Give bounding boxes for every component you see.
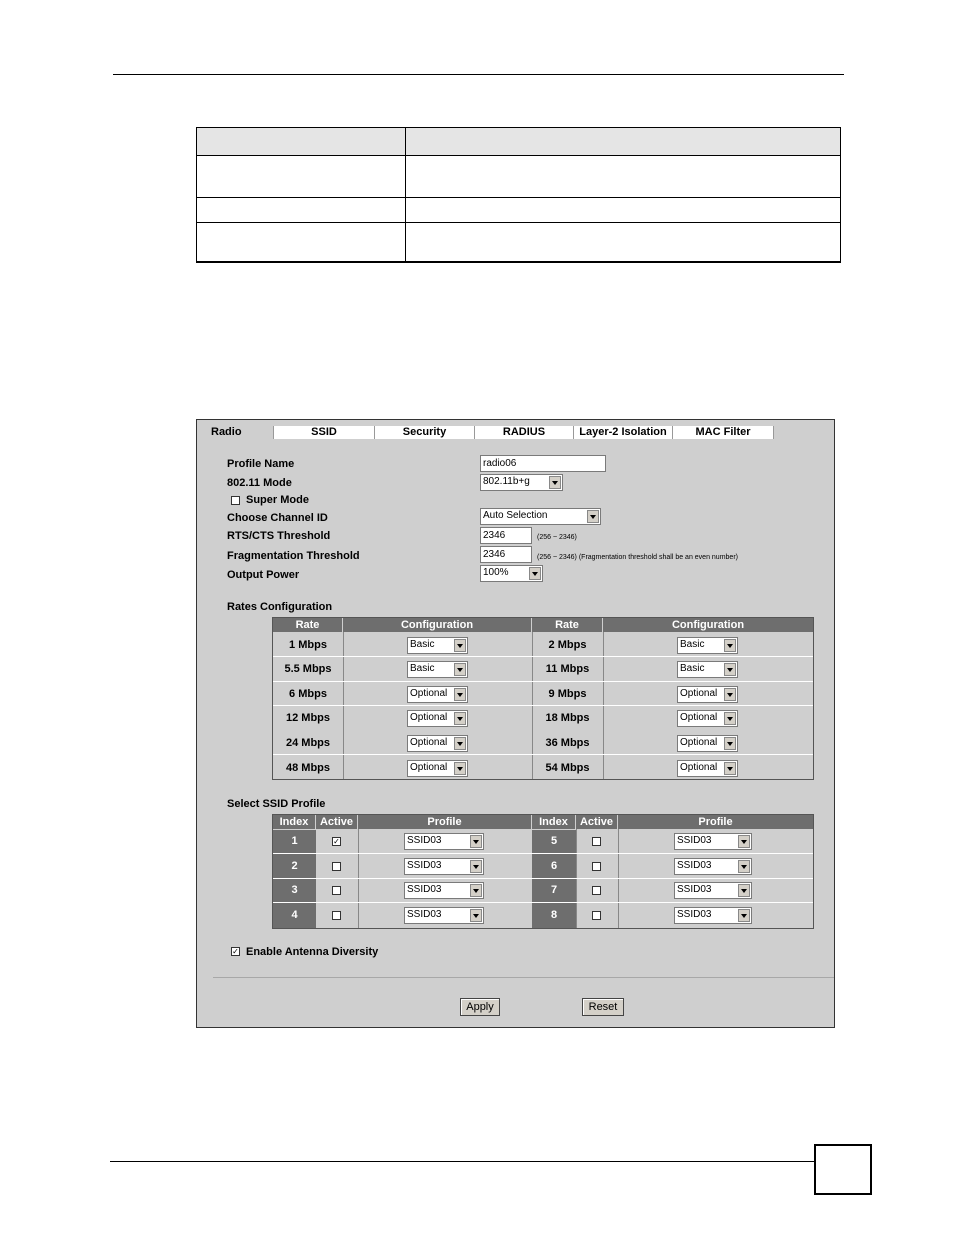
chevron-down-icon bbox=[454, 639, 466, 652]
header-rule bbox=[113, 74, 844, 75]
chevron-down-icon bbox=[529, 567, 541, 580]
profile-select[interactable]: SSID03 bbox=[674, 882, 752, 899]
tab-layer2-isolation[interactable]: Layer-2 Isolation bbox=[574, 426, 673, 439]
index-cell: 6 bbox=[532, 854, 576, 878]
channel-select[interactable]: Auto Selection bbox=[480, 508, 601, 525]
rate-header: Rate bbox=[532, 618, 603, 632]
index-cell: 5 bbox=[532, 830, 576, 853]
mode-label: 802.11 Mode bbox=[227, 477, 292, 489]
output-power-label: Output Power bbox=[227, 569, 300, 581]
active-checkbox[interactable] bbox=[332, 886, 341, 895]
chevron-down-icon bbox=[454, 762, 466, 775]
active-checkbox[interactable] bbox=[332, 862, 341, 871]
chevron-down-icon bbox=[470, 860, 482, 873]
index-cell: 4 bbox=[273, 903, 316, 928]
chevron-down-icon bbox=[454, 712, 466, 725]
rate-config-select[interactable]: Optional bbox=[677, 760, 738, 777]
profile-name-input[interactable]: radio06 bbox=[480, 455, 606, 472]
rate-config-select[interactable]: Basic bbox=[677, 661, 738, 678]
apply-button[interactable]: Apply bbox=[460, 998, 500, 1016]
channel-label: Choose Channel ID bbox=[227, 512, 328, 524]
rate-cell: 12 Mbps bbox=[285, 712, 330, 724]
index-cell: 2 bbox=[273, 854, 316, 878]
rate-cell: 6 Mbps bbox=[289, 688, 327, 700]
rate-cell: 1 Mbps bbox=[289, 639, 327, 651]
rate-cell: 9 Mbps bbox=[548, 688, 587, 700]
index-cell: 8 bbox=[532, 903, 576, 928]
tab-radius[interactable]: RADIUS bbox=[475, 426, 574, 439]
profile-select[interactable]: SSID03 bbox=[404, 833, 484, 850]
chevron-down-icon bbox=[470, 909, 482, 922]
index-cell: 1 bbox=[273, 830, 316, 853]
profile-select[interactable]: SSID03 bbox=[674, 858, 752, 875]
chevron-down-icon bbox=[454, 688, 466, 701]
divider bbox=[213, 977, 834, 978]
tab-ssid[interactable]: SSID bbox=[274, 426, 375, 439]
rate-config-select[interactable]: Optional bbox=[677, 735, 738, 752]
rate-cell: 2 Mbps bbox=[548, 639, 587, 651]
chevron-down-icon bbox=[738, 835, 750, 848]
rate-cell: 24 Mbps bbox=[285, 737, 330, 749]
profile-select[interactable]: SSID03 bbox=[674, 907, 752, 924]
chevron-down-icon bbox=[724, 663, 736, 676]
rts-hint: (256 ~ 2346) bbox=[537, 534, 577, 541]
tab-mac-filter[interactable]: MAC Filter bbox=[673, 426, 774, 439]
rate-config-select[interactable]: Optional bbox=[407, 710, 468, 727]
chevron-down-icon bbox=[738, 909, 750, 922]
chevron-down-icon bbox=[724, 688, 736, 701]
profile-select[interactable]: SSID03 bbox=[404, 907, 484, 924]
chevron-down-icon bbox=[724, 639, 736, 652]
chevron-down-icon bbox=[470, 884, 482, 897]
index-cell: 3 bbox=[273, 879, 316, 902]
active-checkbox[interactable] bbox=[592, 911, 601, 920]
chevron-down-icon bbox=[738, 884, 750, 897]
active-checkbox-checked[interactable]: ✓ bbox=[333, 837, 340, 846]
rate-cell: 48 Mbps bbox=[285, 762, 330, 774]
antenna-diversity-label: Enable Antenna Diversity bbox=[246, 946, 379, 958]
active-header: Active bbox=[316, 815, 358, 829]
chevron-down-icon bbox=[454, 663, 466, 676]
active-checkbox[interactable] bbox=[592, 886, 601, 895]
fragmentation-hint: (256 ~ 2346) (Fragmentation threshold shall be an even number) bbox=[537, 554, 738, 561]
rate-cell: 54 Mbps bbox=[545, 762, 590, 774]
rate-header: Rate bbox=[273, 618, 343, 632]
rate-cell: 11 Mbps bbox=[545, 663, 590, 675]
index-header: Index bbox=[273, 815, 316, 829]
index-cell: 7 bbox=[532, 879, 576, 902]
description-table-header bbox=[197, 128, 840, 156]
chevron-down-icon bbox=[724, 737, 736, 750]
rts-label: RTS/CTS Threshold bbox=[227, 530, 331, 542]
output-power-select[interactable]: 100% bbox=[480, 565, 543, 582]
active-checkbox[interactable] bbox=[592, 862, 601, 871]
profile-name-label: Profile Name bbox=[227, 458, 295, 470]
page-number-box bbox=[814, 1144, 872, 1195]
profile-header: Profile bbox=[358, 815, 532, 829]
mode-select[interactable]: 802.11b+g bbox=[480, 474, 563, 491]
rate-config-select[interactable]: Basic bbox=[677, 637, 738, 654]
profile-select[interactable]: SSID03 bbox=[674, 833, 752, 850]
rates-table bbox=[272, 617, 814, 780]
rate-config-select[interactable]: Optional bbox=[407, 735, 468, 752]
reset-button[interactable]: Reset bbox=[582, 998, 624, 1016]
description-table-row bbox=[197, 223, 840, 262]
chevron-down-icon bbox=[724, 712, 736, 725]
wireless-settings-screen bbox=[196, 419, 835, 1028]
super-mode-label: Super Mode bbox=[246, 494, 309, 506]
chevron-down-icon bbox=[549, 476, 561, 489]
description-table bbox=[196, 127, 841, 263]
chevron-down-icon bbox=[724, 762, 736, 775]
active-header: Active bbox=[576, 815, 618, 829]
rate-config-select[interactable]: Basic bbox=[407, 637, 468, 654]
super-mode-checkbox[interactable] bbox=[231, 496, 240, 505]
description-table-row bbox=[197, 198, 840, 223]
configuration-header: Configuration bbox=[603, 618, 813, 632]
antenna-diversity-checkbox-checked[interactable]: ✓ bbox=[232, 947, 239, 956]
index-header: Index bbox=[532, 815, 576, 829]
active-checkbox[interactable] bbox=[332, 911, 341, 920]
fragmentation-input[interactable]: 2346 bbox=[480, 546, 532, 563]
rate-config-select[interactable]: Optional bbox=[677, 710, 738, 727]
tab-security[interactable]: Security bbox=[375, 426, 475, 439]
fragmentation-label: Fragmentation Threshold bbox=[227, 550, 360, 562]
active-checkbox[interactable] bbox=[592, 837, 601, 846]
rate-cell: 5.5 Mbps bbox=[284, 663, 332, 675]
rate-cell: 18 Mbps bbox=[545, 712, 590, 724]
rate-cell: 36 Mbps bbox=[545, 737, 590, 749]
description-table-row bbox=[197, 156, 840, 198]
chevron-down-icon bbox=[587, 510, 599, 523]
ssid-profile-title: Select SSID Profile bbox=[227, 798, 326, 810]
footer-rule bbox=[110, 1161, 814, 1162]
tab-radio[interactable]: Radio bbox=[197, 426, 274, 439]
chevron-down-icon bbox=[738, 860, 750, 873]
profile-select[interactable]: SSID03 bbox=[404, 858, 484, 875]
rate-config-select[interactable]: Basic bbox=[407, 661, 468, 678]
ssid-profile-table bbox=[272, 814, 814, 929]
chevron-down-icon bbox=[470, 835, 482, 848]
tab-bar bbox=[197, 426, 834, 439]
rate-config-select[interactable]: Optional bbox=[677, 686, 738, 703]
rate-config-select[interactable]: Optional bbox=[407, 760, 468, 777]
rate-config-select[interactable]: Optional bbox=[407, 686, 468, 703]
rates-title: Rates Configuration bbox=[227, 601, 333, 613]
configuration-header: Configuration bbox=[343, 618, 532, 632]
rts-input[interactable]: 2346 bbox=[480, 527, 532, 544]
profile-header: Profile bbox=[618, 815, 813, 829]
profile-select[interactable]: SSID03 bbox=[404, 882, 484, 899]
chevron-down-icon bbox=[454, 737, 466, 750]
